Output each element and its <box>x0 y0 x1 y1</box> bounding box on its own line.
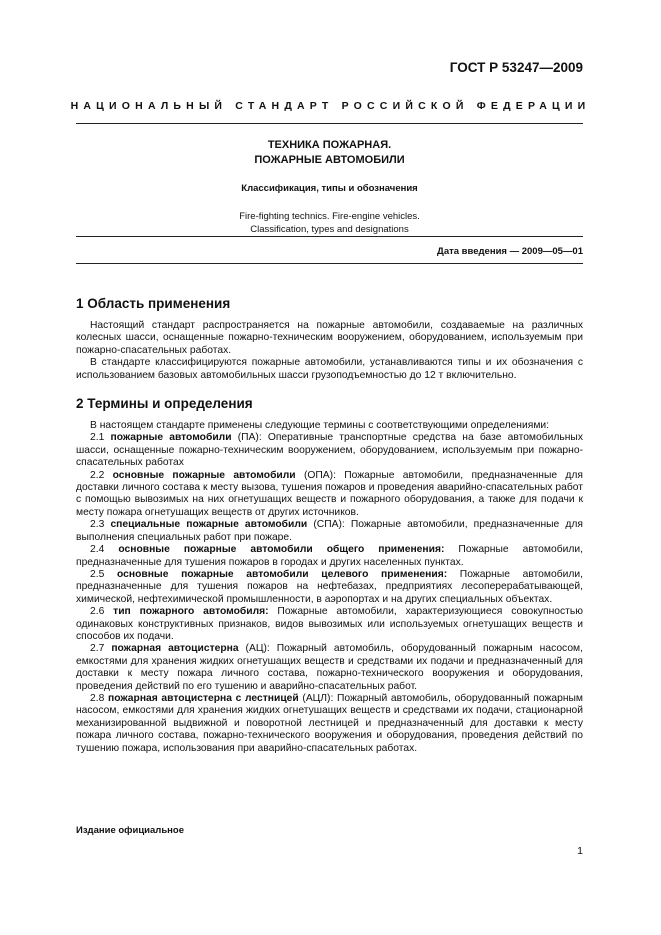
official-edition-label: Издание официальное <box>76 825 184 836</box>
title-block <box>76 138 583 236</box>
term-2-5 <box>76 569 583 606</box>
term-2-6 <box>76 606 583 643</box>
title-line-2: ПОЖАРНЫЕ АВТОМОБИЛИ <box>254 154 405 166</box>
term-number: 2.6 <box>90 606 105 618</box>
term-number: 2.1 <box>90 432 105 444</box>
divider <box>76 263 583 264</box>
term-name: пожарная автоцистерна <box>111 643 239 655</box>
term-name: тип пожарного автомобиля: <box>113 606 269 618</box>
term-definition: Пожарные автомобили, характеризующиеся совокупностью одинаковых конструктивных признаков, видов вывозимых или используемых огнетушащих веществ и способов их подачи. <box>76 606 583 642</box>
english-title-line-1: Fire-fighting technics. Fire-engine vehicles. <box>239 211 420 222</box>
term-number: 2.4 <box>90 544 105 556</box>
term-definition: (СПА): Пожарные автомобили, предназначенные для выполнения специальных работ при пожаре. <box>76 519 583 543</box>
section-2-heading: 2 Термины и определения <box>76 396 253 412</box>
divider <box>76 236 583 237</box>
term-number: 2.3 <box>90 519 105 531</box>
national-standard-banner: НАЦИОНАЛЬНЫЙ СТАНДАРТ РОССИЙСКОЙ ФЕДЕРАЦИИ <box>70 100 591 112</box>
english-title <box>76 210 583 236</box>
title-line-1: ТЕХНИКА ПОЖАРНАЯ. <box>267 139 392 151</box>
term-2-7 <box>76 643 583 693</box>
term-definition: (ОПА): Пожарные автомобили, предназначенные для доставки личного состава к месту вызова, тушения пожаров и проведения аварийно-спасательных работ с помощью вывозимых на них огнетушащих веществ и пожарного оборудования, а также для подачи к месту пожара огнетушащих веществ от других источников. <box>76 469 583 518</box>
term-name: основные пожарные автомобили общего применения: <box>118 544 445 556</box>
term-name: пожарные автомобили <box>110 432 232 444</box>
section-1-paragraph-1: Настоящий стандарт распространяется на пожарные автомобили, создаваемые на различных колесных шасси, оснащенные пожарно-техническим вооружением, оборудованием, используемым при пожарно-спасательных работах. <box>76 320 583 356</box>
term-number: 2.5 <box>90 568 105 580</box>
term-number: 2.8 <box>90 692 105 704</box>
page-number: 1 <box>577 845 583 857</box>
subtitle: Классификация, типы и обозначения <box>241 183 418 194</box>
term-definition: (ПА): Оперативные транспортные средства на базе автомобильных шасси, оснащенные пожарно-техническим вооружением, оборудованием, используемым при пожарно-спасательных работах <box>76 432 583 469</box>
section-1-heading: 1 Область применения <box>76 296 231 311</box>
term-name: основные пожарные автомобили <box>112 469 296 481</box>
term-number: 2.2 <box>90 469 105 481</box>
term-definition: Пожарные автомобили, предназначенные для тушения пожаров в городах и других населенных пунктах. <box>76 544 583 568</box>
term-name: пожарная автоцистерна с лестницей <box>108 692 299 704</box>
term-definition: (АЦ): Пожарный автомобиль, оборудованный пожарным насосом, емкостями для хранения жидких огнетушащих веществ и средствами их подачи и предназначенный для доставки к месту пожара личного состава, пожарно-технического вооружения и оборудования, проведения действий по его тушению и аварийно-спасательных работ. <box>76 643 583 692</box>
term-2-8 <box>76 693 583 755</box>
term-2-4 <box>76 544 583 569</box>
term-2-3 <box>76 519 583 544</box>
gost-number: ГОСТ Р 53247—2009 <box>449 60 583 75</box>
term-definition: (АЦЛ): Пожарный автомобиль, оборудованный пожарным насосом, емкостями для хранения жидких огнетушащих веществ и средствами их подачи, стационарной механизированной выдвижной и поворотной лестницей и предназначенный для доставки к месту пожара личного состава, пожарно-технического вооружения и оборудования, проведения действий по тушению пожара, использования при аварийно-спасательных работах. <box>76 692 583 754</box>
section-2-intro: В настоящем стандарте применены следующие термины с соответствующими определениями: <box>90 420 550 432</box>
divider <box>76 123 583 124</box>
term-2-1 <box>76 432 583 469</box>
introduction-date: Дата введения — 2009—05—01 <box>437 246 583 257</box>
term-definition: Пожарные автомобили, предназначенные для тушения пожаров на нефтебазах, предприятиях лесоперерабатывающей, химической, нефтехимической промышленности, в аэропортах и на других специальных объектах. <box>76 568 583 605</box>
main-content <box>76 296 583 755</box>
term-number: 2.7 <box>90 643 105 655</box>
section-1-paragraph-2: В стандарте классифицируются пожарные автомобили, устанавливаются типы и их обозначения с использованием базовых автомобильных шасси грузоподъемностью до 12 т включительно. <box>76 357 583 381</box>
term-name: основные пожарные автомобили целевого применения: <box>116 568 448 580</box>
english-title-line-2: Classification, types and designations <box>250 224 409 235</box>
term-2-2 <box>76 470 583 520</box>
term-name: специальные пожарные автомобили <box>110 519 308 531</box>
